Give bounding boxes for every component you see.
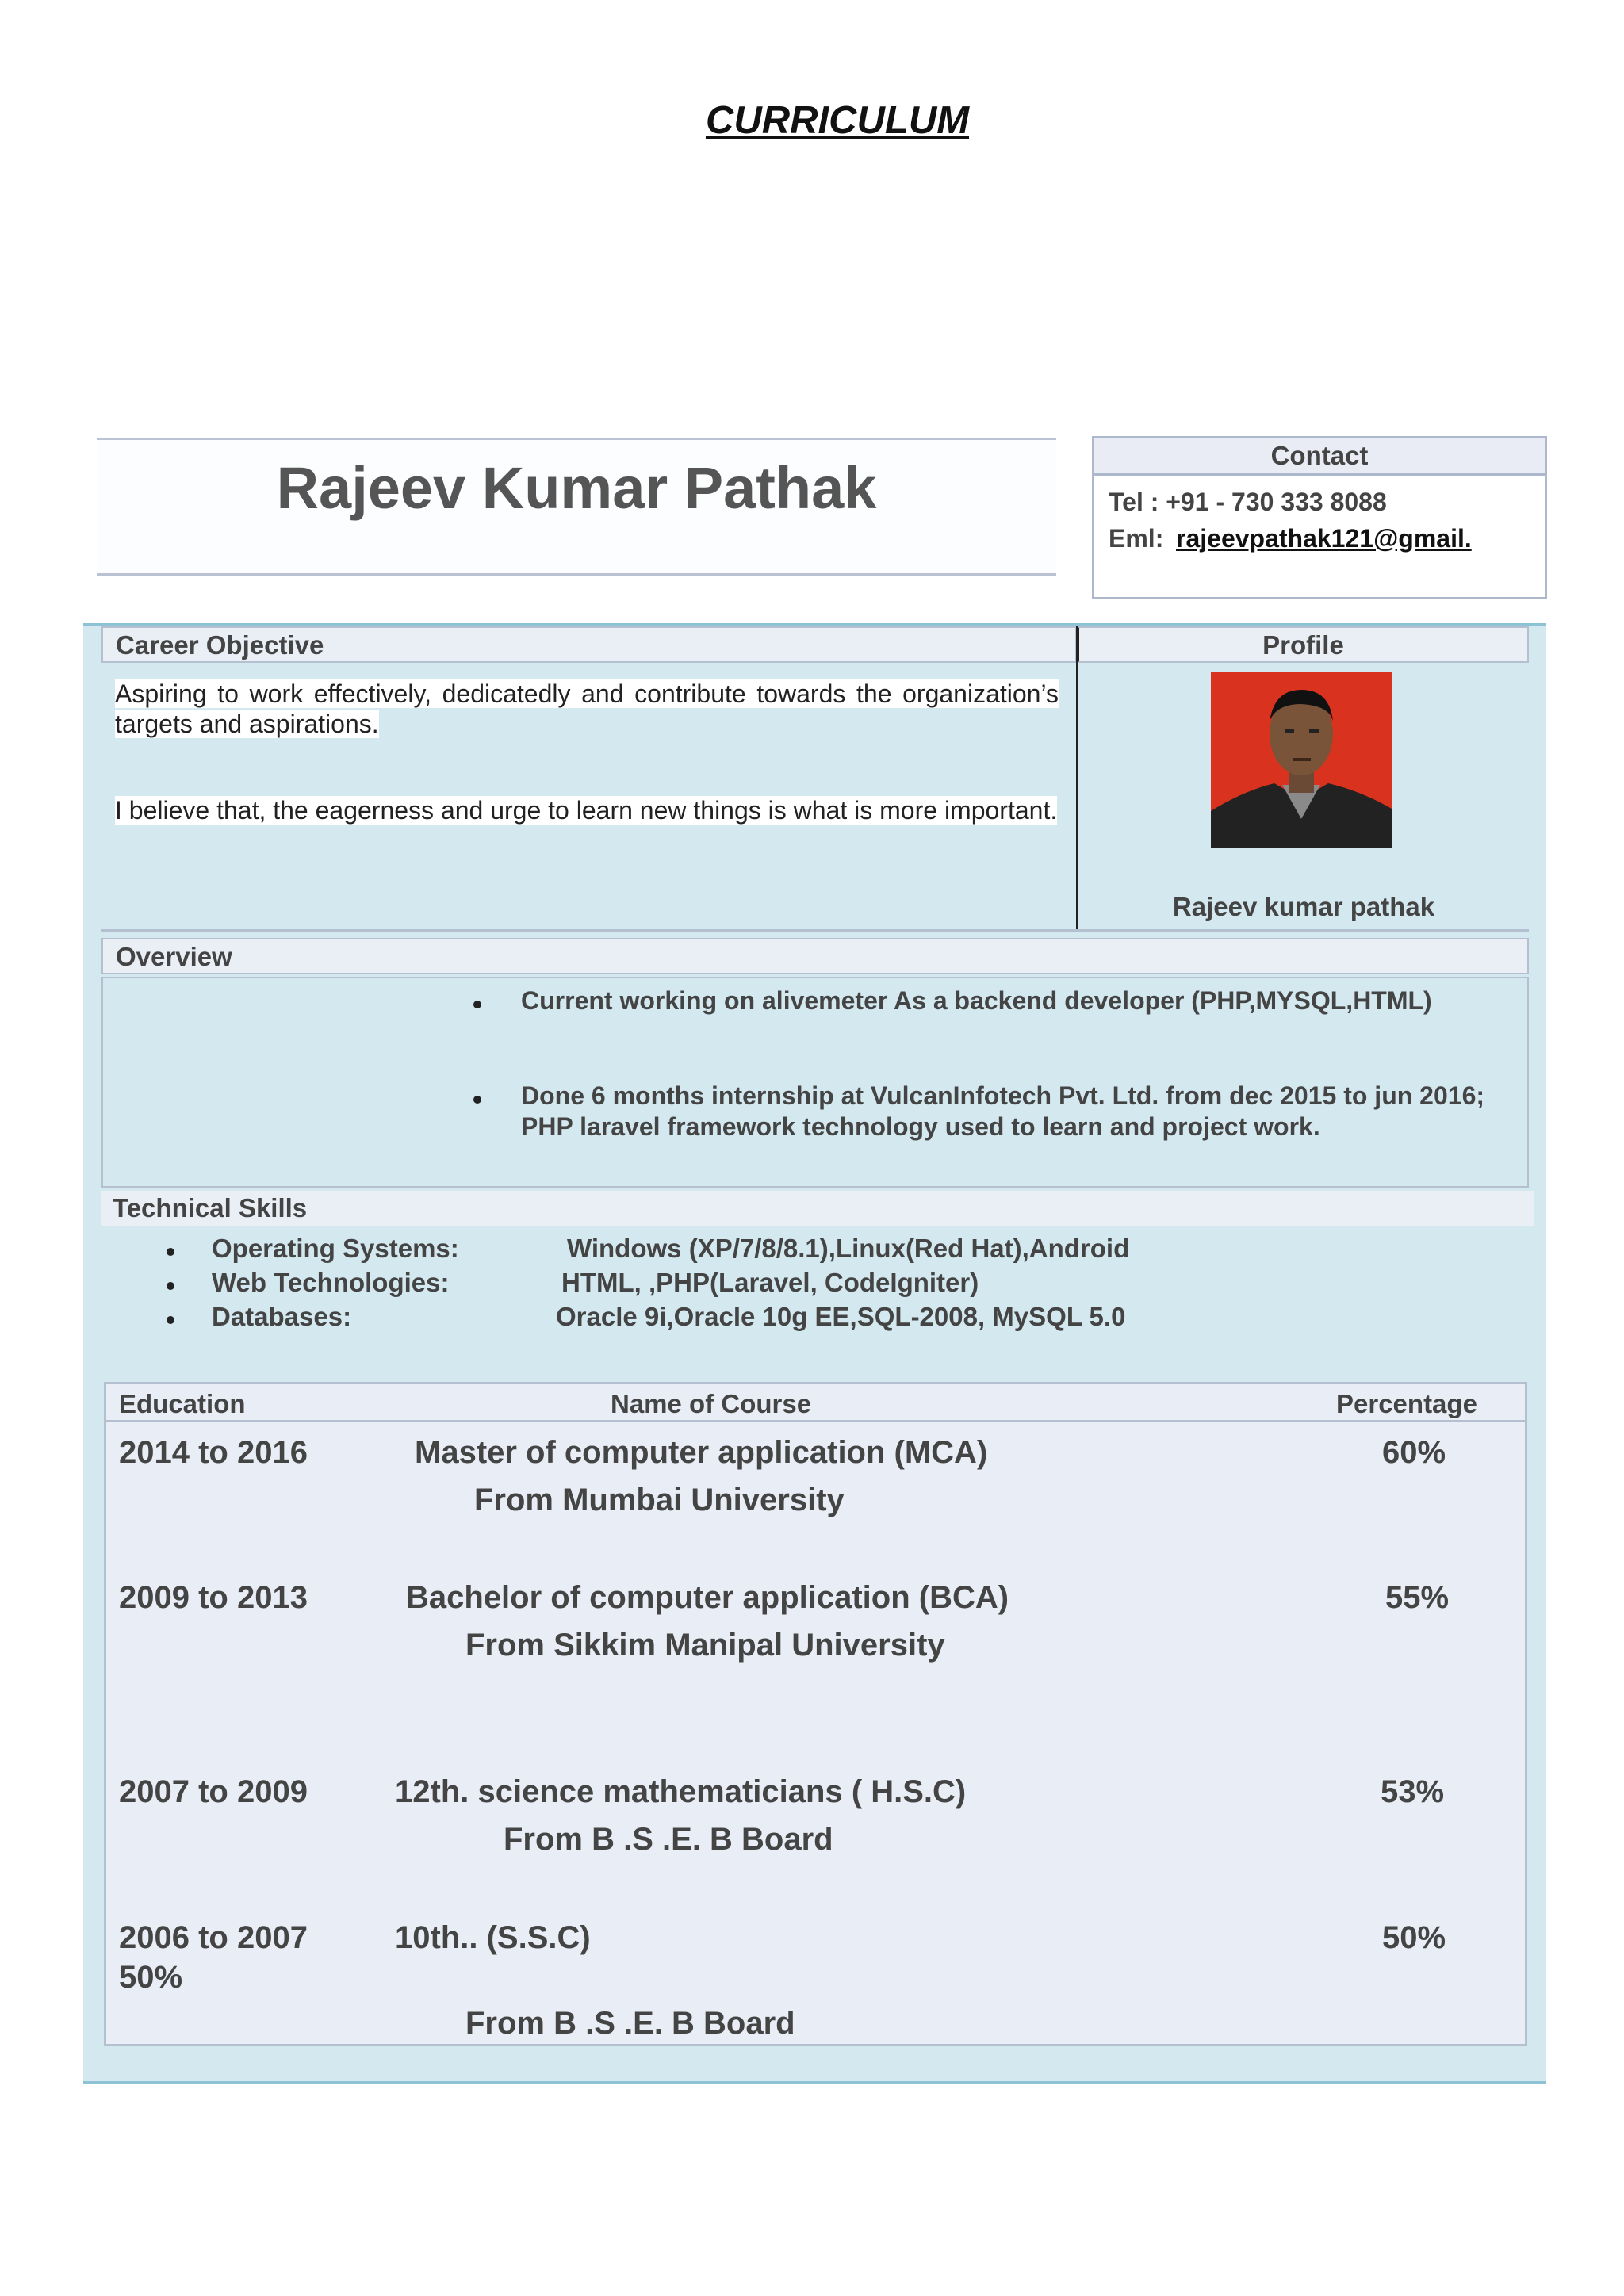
education-course: Bachelor of computer application (BCA) [406,1580,1009,1615]
overview-heading: Overview [102,938,1529,974]
bullet-icon [473,1096,481,1104]
document-title: CURRICULUM [705,99,970,142]
education-years-extra: 50% [119,1960,183,1995]
overview-item: Done 6 months internship at VulcanInfotech Pvt. Ltd. from dec 2015 to jun 2016; PHP laravel framework technology used to learn and project work. [521,1081,1485,1141]
education-institution: From Sikkim Manipal University [465,1628,945,1663]
education-institution: From Mumbai University [474,1483,845,1517]
column-divider [1076,626,1078,929]
skill-value: Oracle 9i,Oracle 10g EE,SQL-2008, MySQL 5.0 [556,1302,1126,1331]
career-objective-paragraph: I believe that, the eagerness and urge to learn new things is what is more important. [115,796,1058,825]
contact-email-label: Eml: [1109,524,1164,553]
education-course: Master of computer application (MCA) [415,1435,988,1470]
contact-heading: Contact [1094,438,1545,476]
education-percentage: 55% [1385,1580,1450,1615]
education-institution: From B .S .E. B Board [504,1822,833,1857]
skill-label: Web Technologies: [212,1268,450,1297]
candidate-name: Rajeev Kumar Pathak [276,455,877,521]
profile-name: Rajeev kumar pathak [1172,892,1435,921]
bullet-icon [473,1001,481,1008]
education-years: 2007 to 2009 [119,1774,308,1809]
column-header-education: Education [119,1389,246,1418]
education-years: 2014 to 2016 [119,1435,308,1470]
contact-email-link[interactable]: rajeevpathak121@gmail. [1176,524,1472,553]
education-course: 12th. science mathematicians ( H.S.C) [395,1774,967,1809]
education-course: 10th.. (S.S.C) [395,1920,591,1955]
education-years: 2009 to 2013 [119,1580,308,1615]
bullet-icon [167,1248,174,1256]
name-box [97,438,1056,576]
career-objective-heading: Career Objective [102,626,1077,663]
education-years: 2006 to 2007 [119,1920,308,1955]
contact-box [1092,436,1547,599]
overview-item: Current working on alivemeter As a backend developer (PHP,MYSQL,HTML) [521,986,1432,1015]
education-percentage: 60% [1382,1435,1446,1470]
skill-label: Databases: [212,1302,352,1331]
education-table [104,1382,1527,2046]
skill-value: Windows (XP/7/8/8.1),Linux(Red Hat),Android [567,1234,1130,1263]
skill-value: HTML, ,PHP(Laravel, CodeIgniter) [561,1268,979,1297]
section-divider [102,929,1529,932]
bullet-icon [167,1282,174,1290]
column-header-course: Name of Course [611,1389,812,1418]
skill-label: Operating Systems: [212,1234,459,1263]
profile-heading: Profile [1077,626,1529,663]
career-objective-paragraph: Aspiring to work effectively, dedicatedly and contribute towards the organization’s targets and aspirations. [115,679,1059,738]
column-header-percentage: Percentage [1336,1389,1477,1418]
education-institution: From B .S .E. B Board [465,2006,795,2041]
education-percentage: 50% [1382,1920,1446,1955]
technical-skills-heading: Technical Skills [102,1191,1534,1226]
bullet-icon [167,1316,174,1324]
profile-photo [1211,672,1392,848]
contact-phone: Tel : +91 - 730 333 8088 [1109,488,1387,516]
table-header-divider [104,1420,1527,1422]
education-percentage: 53% [1381,1774,1445,1809]
